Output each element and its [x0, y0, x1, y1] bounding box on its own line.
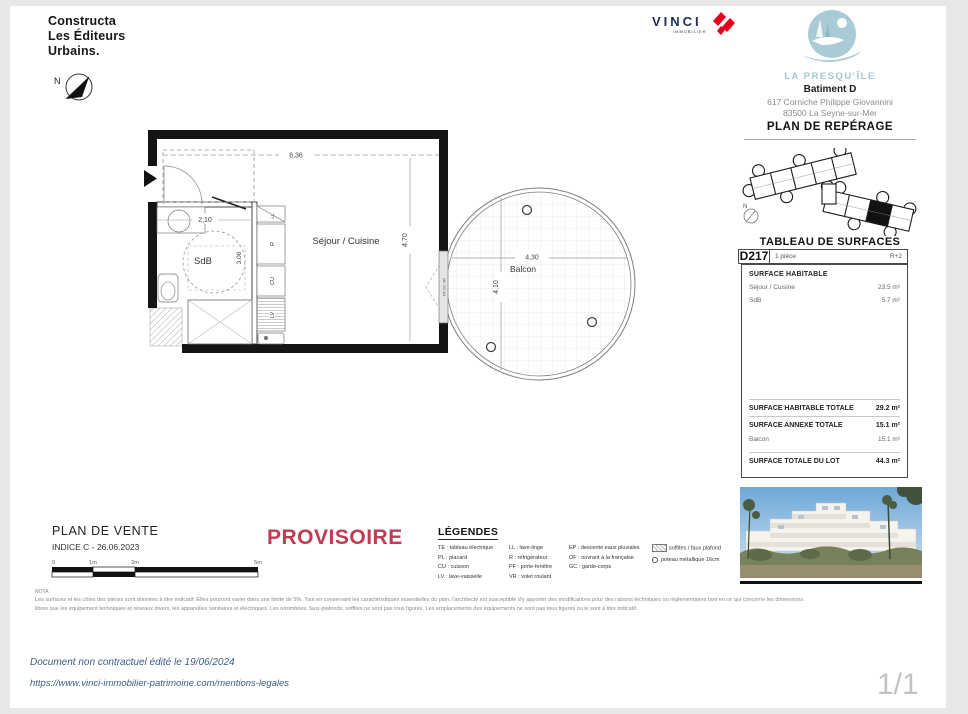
sale-plan-index: INDICE C - 26.06.2023 — [52, 542, 140, 552]
north-letter: N — [54, 76, 61, 86]
metal-post-icon — [523, 206, 532, 215]
site-location-plan — [738, 148, 923, 236]
dishwasher-label: LV — [270, 311, 276, 319]
lot-type: 1 pièce — [775, 253, 796, 260]
total-value: 44.3 m² — [875, 458, 900, 465]
legend-item: GC : garde-corps — [569, 564, 612, 570]
scale-tick: 0 — [52, 560, 56, 566]
legend-item: soffites / faux plafond — [652, 544, 721, 554]
entry-door — [144, 166, 202, 204]
legend-item: TE : tableau électrique — [438, 545, 494, 551]
width-dimension — [163, 148, 439, 160]
photo-underline — [740, 581, 922, 584]
row-value: 15.1 m² — [877, 436, 900, 443]
fridge-label: R — [270, 242, 276, 246]
height-dimension — [402, 158, 416, 341]
scale-tick: 5m — [254, 560, 262, 566]
row-label: Séjour / Cuisine — [749, 284, 795, 291]
exterior-hatch — [150, 308, 182, 346]
footer-edition-note: Document non contractuel édité le 19/06/2024 — [30, 657, 235, 668]
footer-legal-link[interactable]: https://www.vinci-immobilier-patrimoine.com/mentions-legales — [30, 678, 290, 689]
svg-text:6,36: 6,36 — [289, 152, 303, 160]
total-label: SURFACE HABITABLE TOTALE — [749, 405, 854, 412]
window-label: PF GC VR — [442, 278, 447, 296]
bathroom-height-dim: 3,06 — [236, 251, 243, 265]
nota-text: Les surfaces et les côtes des pièces sont données à titre indicatif. Elles pourront varier dans une limite de 5%. Tout en conservant les caractéristiques essentielles du plan, l'architecte est susceptible d'y apporter des modifications pour des raisons techniques ou réglementaires tant en ce qui concerne les dimensions — [35, 597, 804, 603]
soffit-swatch-icon — [652, 544, 667, 552]
vinci-logo-icon — [710, 9, 738, 39]
plan-type-title: PLAN DE REPÉRAGE — [766, 121, 894, 133]
address-line2: 83500 La Seyne-sur-Mer — [782, 108, 878, 118]
project-name: LA PRESQU'ÎLE — [784, 71, 876, 82]
surfaces-table-title: TABLEAU DE SURFACES — [759, 236, 901, 248]
building-connector — [822, 184, 836, 204]
window-porte-fenetre — [439, 251, 448, 323]
nota-text: libres que les équipement techniques et réseaux divers, les appareilles sanitaires et électriques. Les retombées, faux-plafonds, soffites ne sont pas tous figurés. Les emplacements des équipements ne sont pas tous figurés ou le sont à titre indicatif. — [35, 606, 638, 612]
balcony-label: Balcon — [510, 264, 536, 274]
constructa-line3: Urbains. — [48, 44, 100, 58]
title-divider — [744, 139, 916, 140]
constructa-line2: Les Éditeurs — [48, 29, 126, 43]
constructa-line1: Constructa — [48, 14, 116, 28]
metal-post-icon — [487, 343, 496, 352]
constructa-logo — [48, 14, 125, 59]
nota-label: NOTA: — [35, 589, 50, 595]
kitchen-appliances — [257, 206, 285, 344]
legend-item: R : réfrigérateur — [509, 554, 548, 561]
address-line1: 617 Corniche Philippe Giovannini — [767, 97, 893, 107]
svg-text:4,70: 4,70 — [402, 233, 409, 247]
legend-item: poteau métallique 16cm — [652, 556, 721, 566]
entry-arrow-icon — [144, 170, 157, 187]
surfaces-table-header — [738, 249, 908, 264]
row-value: 5.7 m² — [881, 297, 900, 304]
vinci-logo-text: VINCI — [652, 14, 702, 29]
legend-item: PF : porte-fenêtre — [509, 564, 553, 570]
total-annexe-row — [749, 416, 900, 433]
legend-item: LL : lave-linge — [509, 545, 544, 551]
cooktop-label: CU — [270, 277, 276, 285]
sink-icon — [258, 333, 284, 344]
balcony-height-dim: 4,10 — [493, 280, 500, 294]
legend-item: CU : cuisson — [438, 564, 470, 570]
total-lot-row — [749, 452, 900, 469]
table-row — [749, 281, 900, 294]
sale-plan-title: PLAN DE VENTE — [52, 524, 159, 538]
building-photo — [740, 487, 922, 578]
table-row — [749, 433, 900, 446]
balcony-width-dim: 4,30 — [525, 254, 539, 262]
total-value: 15.1 m² — [875, 422, 900, 429]
living-room-label: Séjour / Cuisine — [312, 236, 380, 247]
total-label: SURFACE TOTALE DU LOT — [749, 458, 840, 465]
legend-title: LÉGENDES — [438, 526, 499, 538]
row-label: SdB — [749, 297, 762, 304]
legend-column-2 — [509, 544, 552, 582]
surfaces-table-body — [741, 264, 908, 478]
legend-column-4 — [652, 544, 721, 565]
scale-tick: 1m — [89, 560, 97, 566]
scale-bar — [50, 556, 265, 584]
legend-item: PL : placard — [438, 554, 468, 561]
bathroom-width-dim: 2,10 — [198, 217, 212, 224]
scale-tick: 2m — [131, 560, 139, 566]
row-value: 23.5 m² — [877, 284, 900, 291]
total-habitable-row — [749, 399, 900, 416]
legend-item: EP : descente eaux pluviales — [569, 545, 640, 551]
legend-item: VR : volet roulant — [509, 573, 552, 580]
lot-number: D217 — [739, 249, 769, 263]
table-row — [749, 294, 900, 307]
table-spacer — [749, 307, 900, 399]
total-value: 29.2 m² — [875, 405, 900, 412]
washer-label: LL — [270, 213, 275, 219]
post-circle-icon — [652, 557, 658, 563]
svg-text:N: N — [743, 204, 748, 210]
legend-column-1 — [438, 544, 493, 582]
site-north-icon — [743, 204, 758, 223]
legend-item: LV : lave-vaisselle — [438, 573, 482, 580]
floor-plan — [140, 118, 652, 402]
lot-floor: R+2 — [889, 253, 902, 260]
metal-post-icon — [588, 318, 597, 327]
toilet-icon — [158, 274, 178, 302]
presquile-logo-icon — [792, 7, 868, 69]
page-indicator: 1/1 — [877, 668, 919, 701]
provisional-stamp: PROVISOIRE — [267, 526, 403, 549]
legend-column-3 — [569, 544, 640, 573]
balcony-area — [426, 188, 635, 380]
building-name: Batiment D — [803, 84, 857, 95]
vinci-logo-subtext: IMMOBILIER — [673, 29, 707, 34]
legend-item: OF : ouvrant à la française — [569, 554, 634, 561]
section-title: SURFACE HABITABLE — [749, 271, 828, 278]
north-compass-icon — [52, 68, 100, 108]
bathroom-label: SdB — [194, 256, 212, 267]
row-label: Balcon — [749, 436, 769, 443]
total-label: SURFACE ANNEXE TOTALE — [749, 422, 843, 429]
soffit-outline — [163, 150, 254, 202]
